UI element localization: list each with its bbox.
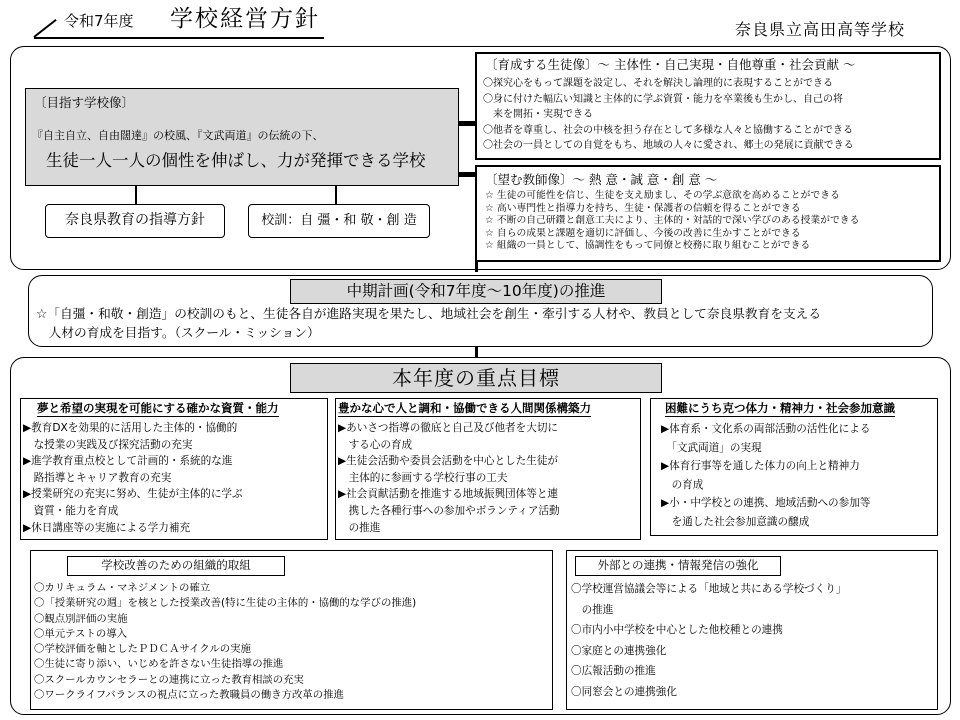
organization-item: 〇観点別評価の実施 bbox=[34, 612, 128, 625]
students-box bbox=[475, 52, 941, 160]
external-item: 〇同窓会との連携強化 bbox=[571, 685, 677, 698]
external-title-box bbox=[575, 556, 781, 576]
external-item: 〇学校運営協議会等による「地域と共にある学校づくり」 bbox=[571, 583, 847, 595]
goal-item: ▶授業研究の充実に努め、生徒が主体的に学ぶ bbox=[23, 488, 243, 501]
organization-title: 学校改善のための組織的取組 bbox=[101, 558, 251, 572]
goal-item: ▶教育DXを効果的に活用した主体的・協働的 bbox=[23, 422, 238, 434]
midplan-title: 中期計画(令和7年度～10年度)の推進 bbox=[346, 282, 606, 300]
connector-students bbox=[459, 121, 475, 126]
organization-item: 〇カリキュラム・マネジメントの確立 bbox=[34, 582, 211, 594]
goal-col-2-heading: 豊かな心で人と調和・協働できる人間関係構築力 bbox=[338, 401, 591, 415]
teachers-line: ☆ 自らの成果と課題を適切に評価し、今後の改善に生かすことができる bbox=[485, 227, 801, 239]
students-line: 〇身に付けた幅広い知識と主体的に学ぶ資質・能力を卒業後も生かし、自己の将 bbox=[483, 93, 843, 105]
teachers-list bbox=[485, 190, 859, 253]
teachers-box bbox=[475, 165, 941, 262]
vision-heading: 〔目指す学校像〕 bbox=[34, 95, 135, 110]
external-item: 〇市内小中学校を中心とした他校種との連携 bbox=[571, 624, 783, 636]
organization-title-box bbox=[67, 556, 285, 576]
policy-box bbox=[45, 204, 225, 238]
goal-col-1-heading: 夢と希望の実現を可能にする確かな資質・能力 bbox=[37, 401, 279, 415]
goal-item: ▶生徒会活動や委員会活動を中心とした生徒が bbox=[338, 455, 559, 468]
motto-label: 校訓：自 彊・和 敬・創 造 bbox=[261, 213, 417, 228]
motto-box bbox=[248, 204, 430, 238]
organization-box bbox=[30, 550, 553, 710]
goal-item: な授業の実践及び探究活動の充実 bbox=[23, 438, 193, 451]
organization-item: 〇「授業研究の週」を核とした授業改善(特に生徒の主体的・協働的な学びの推進) bbox=[34, 597, 417, 610]
goal-col-2 bbox=[335, 398, 641, 540]
goal-item: ▶進学教育重点校として計画的・系統的な進 bbox=[23, 455, 233, 468]
teachers-line: ☆ 不断の自己研鑽と創意工夫により、主体的・対話的で深い学びのある授業ができる bbox=[485, 215, 860, 226]
organization-list bbox=[34, 581, 416, 703]
connector-teachers bbox=[459, 172, 475, 177]
header-underline bbox=[34, 37, 324, 39]
vision-intro: 『自主自立、自由闊達』の校風、『文武両道』の伝統の下、 bbox=[32, 129, 324, 142]
students-heading: 〔育成する生徒像〕～ 主体性・自己実現・自他尊重・社会貢献 ～ bbox=[485, 57, 856, 72]
goal-item: ▶体育系・文化系の両部活動の活性化による bbox=[661, 423, 871, 435]
page-title: 学校経営方針 bbox=[170, 6, 320, 32]
goals-title-box bbox=[290, 363, 662, 393]
goal-item: ▶社会貢献活動を推進する地域振興団体等と連 bbox=[338, 488, 559, 501]
external-item: 〇広報活動の推進 bbox=[571, 665, 656, 677]
external-item: の推進 bbox=[571, 603, 614, 616]
goal-item: 携した各種行事への参加やボランティア活動 bbox=[338, 504, 560, 517]
organization-item: 〇単元テストの導入 bbox=[34, 627, 128, 640]
external-box bbox=[566, 550, 938, 710]
goal-item: する心の育成 bbox=[338, 438, 413, 451]
school-name: 奈良県立高田高等学校 bbox=[735, 20, 906, 39]
midplan-line1: ☆「自彊・和敬・創造」の校訓のもと、生徒各自が進路実現を果たし、地域社会を創生・牽引する人材や、教員として奈良県教育を支える bbox=[36, 306, 822, 321]
goal-item: 路指導とキャリア教育の充実 bbox=[23, 471, 172, 484]
goal-col-3-list bbox=[661, 420, 870, 531]
external-title: 外部との連携・情報発信の強化 bbox=[597, 558, 759, 572]
goal-item: ▶あいさつ指導の徹底と自己及び他者を大切に bbox=[338, 422, 559, 434]
organization-item: 〇学校評価を軸としたＰＤＣＡサイクルの実施 bbox=[34, 643, 251, 656]
external-item: 〇家庭との連携強化 bbox=[571, 644, 667, 657]
goal-item: 主体的に参画する学校行事の工夫 bbox=[338, 471, 508, 484]
goal-item: の育成 bbox=[661, 478, 704, 491]
connector-mid-goals bbox=[475, 347, 478, 357]
organization-item: 〇スクールカウンセラーとの連携に立った教育相談の充実 bbox=[34, 673, 304, 686]
midplan-title-box bbox=[290, 279, 662, 304]
header-slash bbox=[33, 19, 56, 38]
policy-label: 奈良県教育の指導方針 bbox=[65, 212, 205, 228]
goal-item: 「文武両道」の実現 bbox=[661, 441, 762, 454]
goal-item: を通した社会参加意識の醸成 bbox=[661, 515, 810, 528]
teachers-line: ☆ 高い専門性と指導力を持ち、生徒・保護者の信頼を得ることができる bbox=[485, 202, 801, 214]
vision-box bbox=[25, 88, 459, 186]
goal-item: ▶体育行事等を通した体力の向上と精神力 bbox=[661, 460, 860, 472]
connector-motto bbox=[335, 186, 337, 204]
teachers-heading: 〔望む教師像〕～ 熱 意・誠 意・創 意 ～ bbox=[485, 172, 718, 187]
students-list bbox=[483, 76, 854, 154]
connector-policy bbox=[135, 186, 137, 204]
goal-col-3 bbox=[650, 398, 938, 536]
vision-main: 生徒一人一人の個性を伸ばし、力が発揮できる学校 bbox=[46, 151, 426, 170]
goal-item: 資質・能力を育成 bbox=[23, 504, 119, 517]
external-list bbox=[571, 579, 846, 702]
students-line: 来を開拓・実現できる bbox=[483, 109, 593, 120]
goal-col-2-list bbox=[338, 420, 560, 536]
goals-title: 本年度の重点目標 bbox=[392, 366, 560, 390]
goal-item: ▶小・中学校との連携、地域活動への参加等 bbox=[661, 497, 871, 509]
goal-col-3-heading: 困難にうち克つ体力・精神力・社会参加意識 bbox=[665, 401, 895, 415]
goal-item: ▶休日講座等の実施による学力補充 bbox=[23, 521, 191, 534]
teachers-line: ☆ 生徒の可能性を信じ、生徒を支え励まし、その学ぶ意欲を高めることができる bbox=[485, 190, 840, 201]
students-line: 〇探究心をもって課題を設定し、それを解決し論理的に表現することができる bbox=[483, 78, 833, 89]
teachers-line: ☆ 組織の一員として、協調性をもって同僚と校務に取り組むことができる bbox=[485, 240, 811, 251]
goal-item: の推進 bbox=[338, 521, 381, 534]
goal-col-1 bbox=[20, 398, 328, 540]
organization-item: 〇生徒に寄り添い、いじめを許さない生徒指導の推進 bbox=[34, 658, 284, 671]
students-line: 〇社会の一員としての自覚をもち、地域の人々に愛され、郷土の発展に貢献できる bbox=[483, 140, 854, 151]
midplan-line2: 人材の育成を目指す。（スクール・ミッション） bbox=[36, 325, 320, 340]
students-line: 〇他者を尊重し、社会の中核を担う存在として多様な人々と協働することができる bbox=[483, 124, 853, 136]
header-year: 令和7年度 bbox=[64, 12, 134, 30]
organization-item: 〇ワークライフバランスの視点に立った教職員の働き方改革の推進 bbox=[34, 689, 344, 702]
goal-col-1-list bbox=[23, 420, 243, 536]
